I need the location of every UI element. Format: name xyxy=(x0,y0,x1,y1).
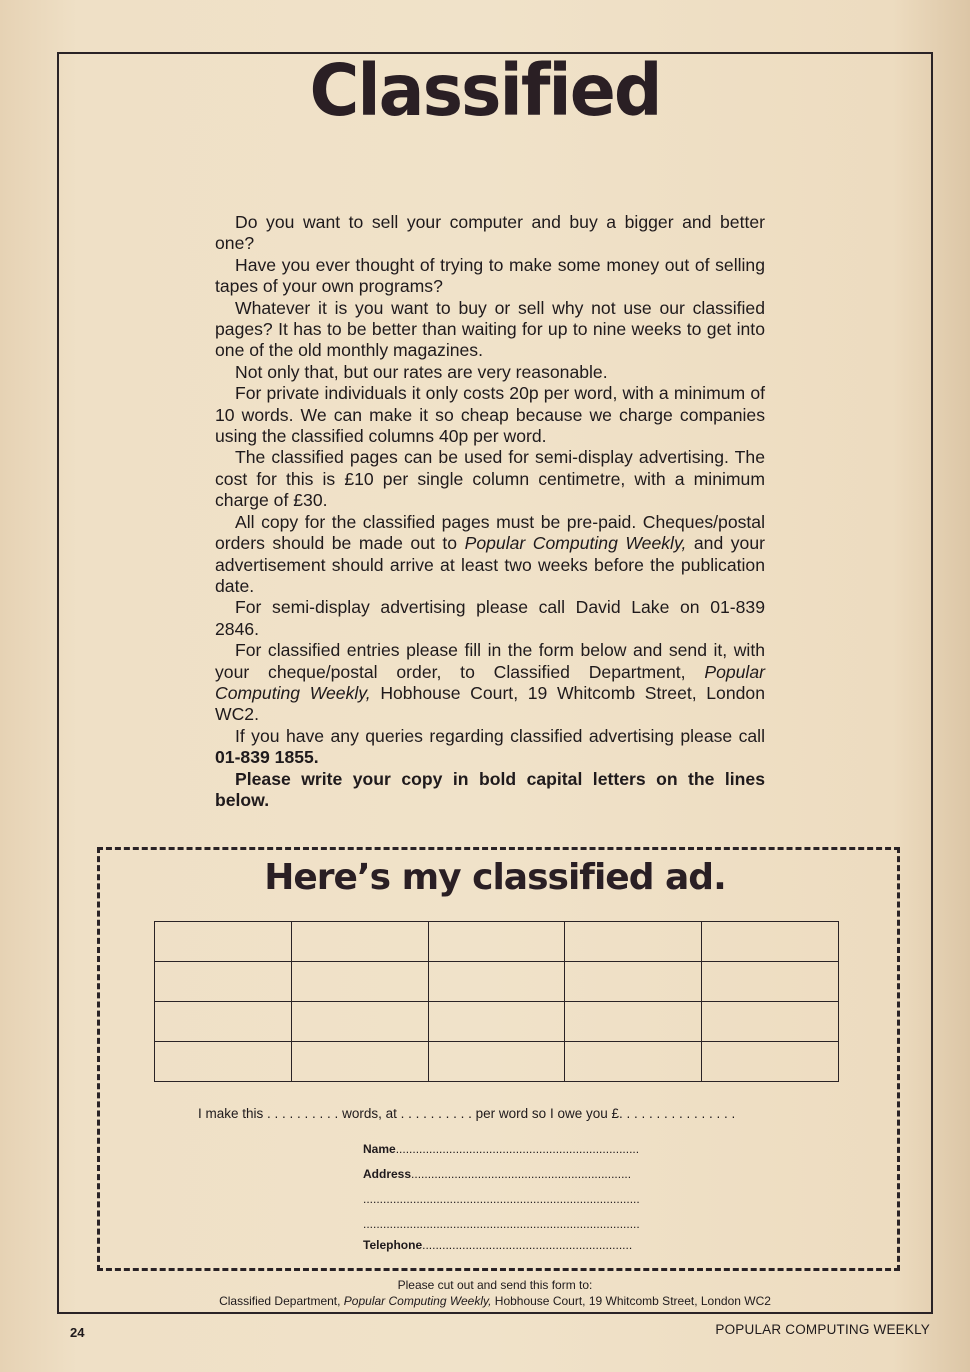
page-number: 24 xyxy=(70,1325,85,1340)
payment-text: I make this xyxy=(198,1106,264,1121)
word-box[interactable] xyxy=(428,1002,565,1042)
word-box[interactable] xyxy=(565,1002,702,1042)
word-box[interactable] xyxy=(155,922,292,962)
form-heading: Here’s my classified ad. xyxy=(264,857,726,898)
word-box[interactable] xyxy=(565,962,702,1002)
paragraph: Do you want to sell your computer and buy a bigger and better one? xyxy=(215,212,765,254)
paragraph: Not only that, but our rates are very reasonable. xyxy=(235,361,608,382)
name-line xyxy=(363,1142,639,1156)
word-box[interactable] xyxy=(155,1042,292,1082)
telephone-line xyxy=(363,1238,632,1252)
address-field[interactable]: ................................................................................... xyxy=(363,1217,640,1231)
word-box[interactable] xyxy=(428,922,565,962)
phone-number: 01-839 1855. xyxy=(215,747,319,768)
magazine-title: Popular Computing Weekly, xyxy=(464,533,687,554)
text-run: For classified entries please fill in the form below and send it, with your cheque/postal order, to Classified Department, xyxy=(215,640,765,682)
word-box[interactable] xyxy=(702,1042,839,1082)
grid-row xyxy=(155,962,839,1002)
word-box[interactable] xyxy=(565,1042,702,1082)
address-label: Address xyxy=(363,1167,412,1181)
magazine-title: Popular Computing Weekly, xyxy=(215,661,765,703)
payment-line xyxy=(198,1106,735,1121)
send-address xyxy=(0,1294,970,1308)
word-box[interactable] xyxy=(702,922,839,962)
paragraph: Please write your copy in bold capital letters on the lines below. xyxy=(215,768,765,810)
name-label: Name xyxy=(363,1142,396,1156)
paragraph xyxy=(215,512,765,598)
rate-field[interactable]: . . . . . . . . . . xyxy=(400,1106,472,1121)
masthead-title: Classified xyxy=(309,50,661,133)
text-run: Hobhouse Court, 19 Whitcomb Street, London WC2. xyxy=(215,682,765,725)
name-field[interactable]: ......................................................................... xyxy=(395,1142,640,1156)
telephone-label: Telephone xyxy=(363,1238,423,1252)
word-box[interactable] xyxy=(702,962,839,1002)
publication-name: POPULAR COMPUTING WEEKLY xyxy=(715,1322,930,1337)
payment-text: per word so I owe you £ xyxy=(475,1106,619,1121)
payment-text: words, at xyxy=(342,1106,397,1121)
word-box[interactable] xyxy=(291,962,428,1002)
send-instruction: Please cut out and send this form to: xyxy=(397,1278,593,1292)
address-line xyxy=(363,1167,631,1181)
address-line-2 xyxy=(363,1192,640,1206)
word-count-field[interactable]: . . . . . . . . . . xyxy=(267,1106,339,1121)
paragraph: The classified pages can be used for semi-display advertising. The cost for this is £10 per single column centimetre, with a minimum charge of £30. xyxy=(215,447,765,511)
address-line-3 xyxy=(363,1217,640,1231)
word-box[interactable] xyxy=(291,1002,428,1042)
address-field[interactable]: .................................................................. xyxy=(411,1167,632,1181)
word-box[interactable] xyxy=(428,1042,565,1082)
paragraph: For semi-display advertising please call David Lake on 01-839 2846. xyxy=(215,597,765,639)
telephone-field[interactable]: ............................................................... xyxy=(422,1238,633,1252)
word-box[interactable] xyxy=(155,1002,292,1042)
amount-field[interactable]: . . . . . . . . . . . . . . . . xyxy=(618,1106,736,1121)
word-box[interactable] xyxy=(428,962,565,1002)
paragraph xyxy=(215,726,765,769)
grid-row xyxy=(155,922,839,962)
text-run: and your advertisement should arrive at least two weeks before the publication date. xyxy=(215,533,765,596)
word-grid xyxy=(154,921,839,1082)
text-run: If you have any queries regarding classified advertising please call xyxy=(235,725,765,746)
paragraph: Whatever it is you want to buy or sell why not use our classified pages? It has to be better than waiting for up to nine weeks to get into one of the old monthly magazines. xyxy=(215,297,765,361)
text-run: Hobhouse Court, 19 Whitcomb Street, London WC2 xyxy=(491,1294,771,1308)
word-box[interactable] xyxy=(291,922,428,962)
word-box[interactable] xyxy=(702,1002,839,1042)
paragraph: For private individuals it only costs 20p per word, with a minimum of 10 words. We can make it so cheap because we charge companies using the classified columns 40p per word. xyxy=(215,383,765,447)
magazine-title: Popular Computing Weekly, xyxy=(343,1294,492,1308)
text-run: All copy for the classified pages must be pre-paid. Cheques/postal orders should be made out to xyxy=(215,511,765,554)
text-run: Classified Department, xyxy=(219,1294,344,1308)
word-box[interactable] xyxy=(155,962,292,1002)
word-box[interactable] xyxy=(291,1042,428,1082)
grid-row xyxy=(155,1002,839,1042)
address-field[interactable]: ................................................................................... xyxy=(363,1192,640,1206)
paragraph: Have you ever thought of trying to make some money out of selling tapes of your own programs? xyxy=(215,254,765,297)
word-box[interactable] xyxy=(565,922,702,962)
paragraph xyxy=(215,640,765,726)
intro-copy xyxy=(215,212,765,811)
grid-row xyxy=(155,1042,839,1082)
